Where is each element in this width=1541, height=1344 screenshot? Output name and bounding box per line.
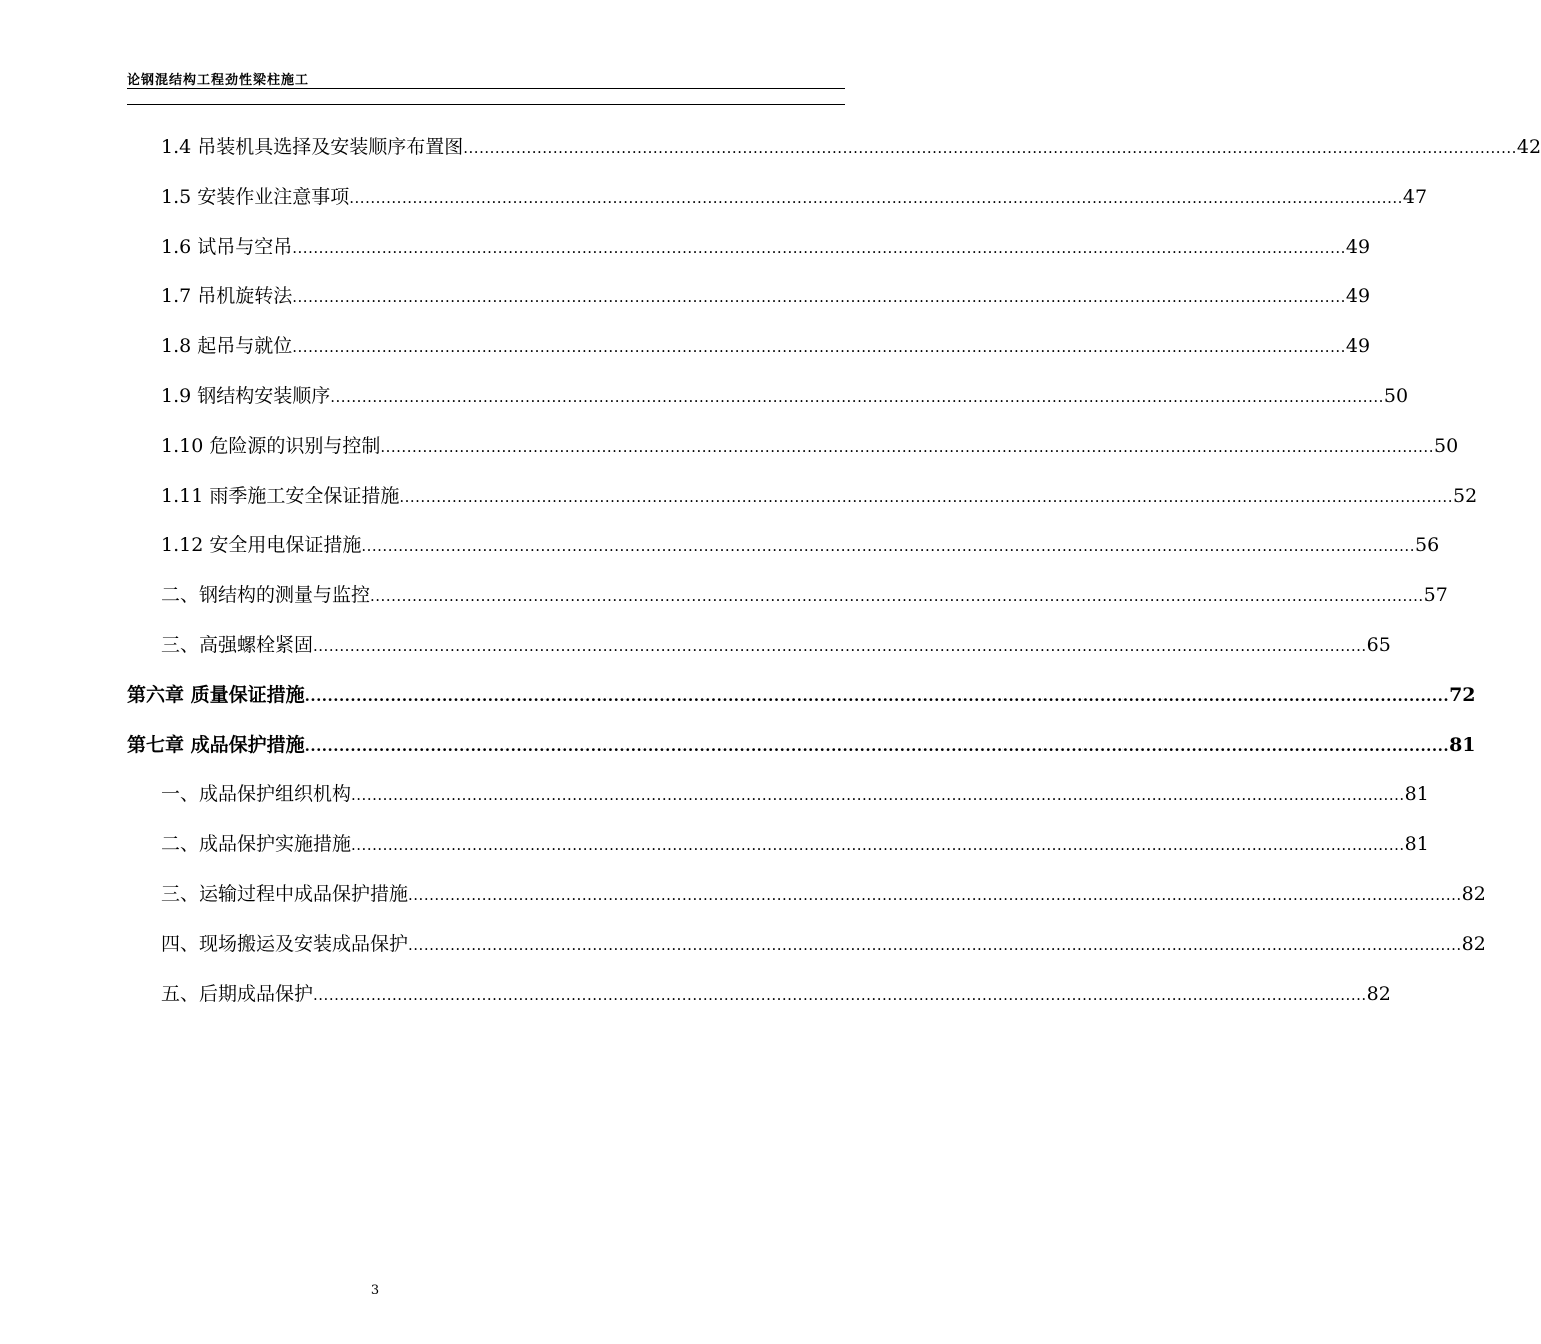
toc-entry-page: 49 xyxy=(1345,285,1371,308)
toc-entry-page: 82 xyxy=(1461,883,1486,905)
toc-leader-dots: ........................................................................................................................................................................................................ xyxy=(292,288,1346,307)
toc-entry-label: 一、成品保护组织机构 xyxy=(161,783,352,806)
toc-entry-page: 81 xyxy=(1449,733,1476,756)
toc-leader-dots: ........................................................................................................................................................................................................ xyxy=(361,537,1415,556)
toc-leader-dots: ........................................................................................................................................................................................................ xyxy=(292,238,1346,257)
toc-entry-page: 57 xyxy=(1423,584,1448,607)
toc-entry-label: 1.7 吊机旋转法 xyxy=(161,285,293,308)
toc-leader-dots: ........................................................................................................................................................................................................ xyxy=(313,985,1367,1004)
toc-entry[interactable] xyxy=(161,630,1391,660)
toc-leader-dots: ........................................................................................................................................................................................................ xyxy=(399,487,1453,506)
toc-leader-dots: ........................................................................................................................................................................................................ xyxy=(292,338,1346,357)
toc-entry-page: 56 xyxy=(1414,534,1440,557)
toc-leader-dots: ........................................................................................................................................................................................................ xyxy=(330,388,1384,406)
toc-entry-label: 1.10 危险源的识别与控制 xyxy=(161,434,381,457)
toc-entry-label: 1.6 试吊与空吊 xyxy=(161,235,293,258)
toc-leader-dots: ........................................................................................................................................................................................................ xyxy=(370,587,1424,606)
toc-entry-label: 三、运输过程中成品保护措施 xyxy=(161,883,409,905)
toc-entry-label: 二、成品保护实施措施 xyxy=(161,833,352,856)
toc-entry[interactable] xyxy=(161,580,1448,610)
toc-entry-label: 1.11 雨季施工安全保证措施 xyxy=(161,484,400,507)
page-number: 3 xyxy=(370,1283,380,1298)
toc-entry-label: 二、钢结构的测量与监控 xyxy=(161,584,371,607)
toc-entry[interactable] xyxy=(161,481,1478,511)
toc-entry-page: 82 xyxy=(1461,932,1486,955)
toc-entry-page: 72 xyxy=(1449,683,1476,706)
header-rule-thick xyxy=(127,88,845,89)
toc-leader-dots: ........................................................................................................................................................................................................ xyxy=(313,637,1367,655)
toc-entry[interactable] xyxy=(161,281,1371,311)
toc-entry-label: 三、高强螺栓紧固 xyxy=(161,634,314,656)
toc-entry-page: 81 xyxy=(1404,833,1429,856)
toc-entry[interactable] xyxy=(161,182,1428,212)
toc-leader-dots: ........................................................................................................................................................................................................ xyxy=(408,886,1462,904)
toc-leader-dots: ........................................................................................................................................................................................................ xyxy=(380,437,1434,456)
toc-entry-label: 1.5 安装作业注意事项 xyxy=(161,185,350,208)
header-rule-thin xyxy=(127,104,845,105)
toc-entry-page: 82 xyxy=(1366,982,1391,1005)
toc-entry[interactable] xyxy=(161,829,1429,859)
toc-entry[interactable] xyxy=(161,331,1371,361)
toc-entry[interactable] xyxy=(161,431,1459,461)
toc-entry[interactable] xyxy=(161,779,1429,809)
toc-entry-page: 47 xyxy=(1402,185,1428,208)
toc-entry[interactable] xyxy=(161,232,1371,262)
toc-entry[interactable] xyxy=(127,680,1476,710)
toc-entry-label: 1.4 吊装机具选择及安装顺序布置图 xyxy=(161,136,464,158)
toc-entry-page: 42 xyxy=(1516,136,1541,158)
running-header: 论钢混结构工程劲性梁柱施工 xyxy=(127,73,310,88)
toc-entry-label: 1.12 安全用电保证措施 xyxy=(161,534,362,557)
toc-entry[interactable] xyxy=(161,979,1391,1009)
toc-entry-label: 1.9 钢结构安装顺序 xyxy=(161,385,331,407)
toc-leader-dots: ........................................................................................................................................................................................................ xyxy=(351,786,1405,805)
toc-entry[interactable] xyxy=(127,730,1476,760)
toc-entry[interactable] xyxy=(161,530,1440,560)
toc-entry[interactable] xyxy=(161,381,1409,411)
toc-entry-page: 81 xyxy=(1404,783,1429,806)
toc-leader-dots: ........................................................................................................................................................................................................ xyxy=(304,736,1450,755)
toc-entry-page: 65 xyxy=(1366,634,1391,656)
toc-entry[interactable] xyxy=(161,879,1486,909)
toc-leader-dots: ........................................................................................................................................................................................................ xyxy=(351,836,1405,855)
toc-leader-dots: ........................................................................................................................................................................................................ xyxy=(349,188,1403,207)
toc-entry-label: 第六章 质量保证措施 xyxy=(127,683,305,706)
toc-entry-page: 50 xyxy=(1433,434,1459,457)
toc-entry-label: 四、现场搬运及安装成品保护 xyxy=(161,932,409,955)
toc-leader-dots: ........................................................................................................................................................................................................ xyxy=(408,935,1462,954)
toc-entry[interactable] xyxy=(161,132,1541,162)
toc-leader-dots: ........................................................................................................................................................................................................ xyxy=(463,139,1517,157)
toc-entry-page: 52 xyxy=(1452,484,1478,507)
toc-leader-dots: ........................................................................................................................................................................................................ xyxy=(304,686,1450,705)
toc-entry[interactable] xyxy=(161,929,1486,959)
toc-entry-page: 49 xyxy=(1345,235,1371,258)
toc-entry-label: 五、后期成品保护 xyxy=(161,982,314,1005)
toc-entry-label: 1.8 起吊与就位 xyxy=(161,335,293,358)
toc-entry-label: 第七章 成品保护措施 xyxy=(127,733,305,756)
toc-entry-page: 49 xyxy=(1345,335,1371,358)
toc-entry-page: 50 xyxy=(1383,385,1409,407)
